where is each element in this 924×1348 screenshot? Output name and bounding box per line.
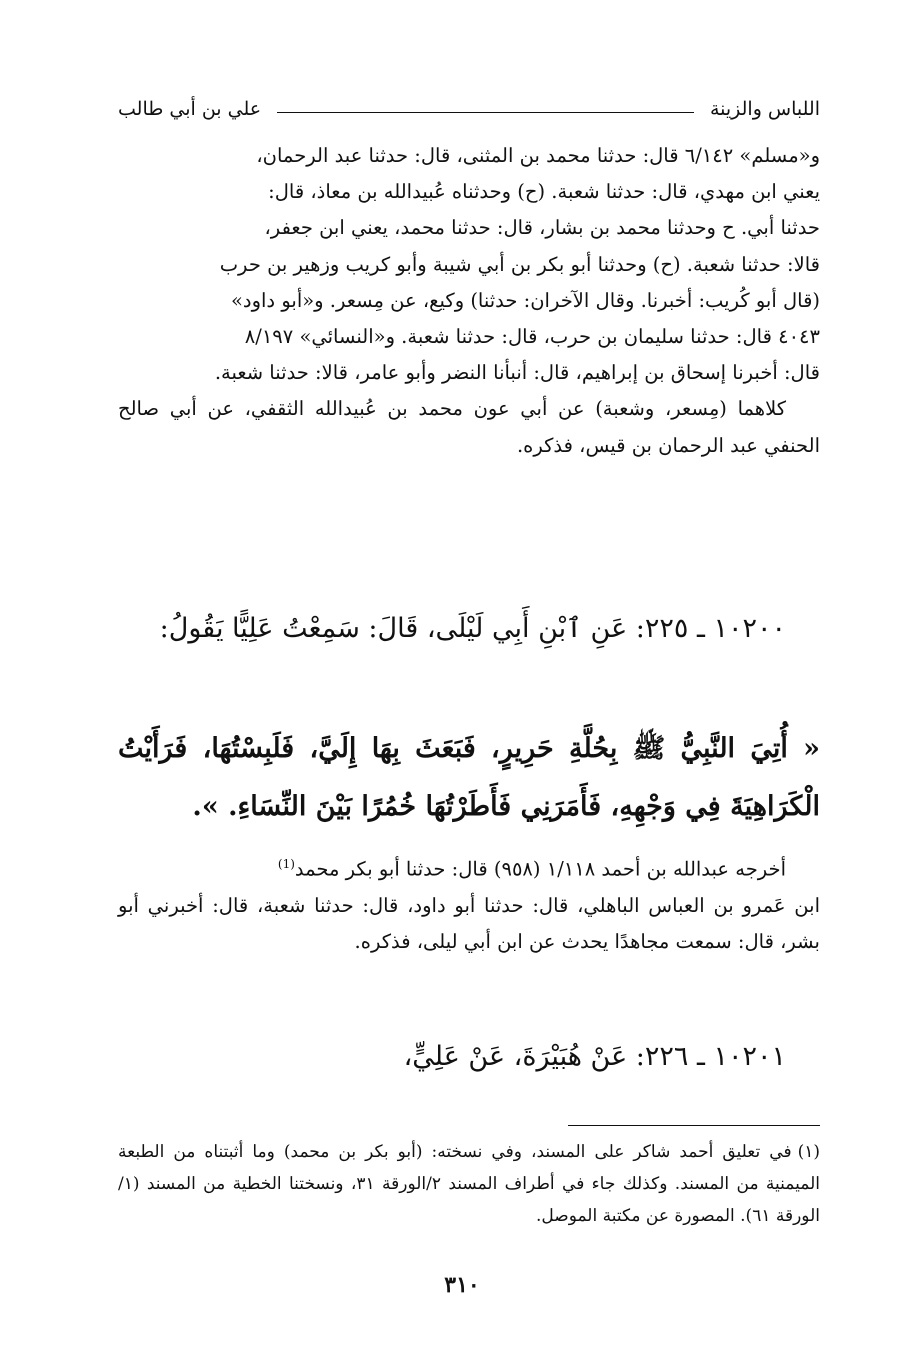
takhrij-first-line bbox=[118, 846, 820, 888]
header-book-title: علي بن أبي طالب bbox=[118, 98, 262, 120]
footnote-block bbox=[118, 1136, 820, 1232]
takhrij-block bbox=[118, 846, 820, 960]
source-line: و«مسلم» ٦/١٤٢ قال: حدثنا محمد بن المثنى، قال: حدثنا عبد الرحمان، bbox=[256, 144, 820, 167]
page-number: ٣١٠ bbox=[444, 1272, 480, 1298]
source-line: ٤٠٤٣ قال: حدثنا سليمان بن حرب، قال: حدثنا شعبة. و«النسائي» ٨/١٩٧ bbox=[244, 325, 820, 349]
sources-summary: كلاهما (مِسعر، وشعبة) عن أبي عون محمد بن عُبيدالله الثقفي، عن أبي صالح الحنفي عبد الرحمان بن قيس، فذكره. bbox=[118, 397, 820, 457]
source-line: قال: أخبرنا إسحاق بن إبراهيم، قال: أنبأنا النضر وأبو عامر، قالا: حدثنا شعبة. bbox=[214, 361, 820, 385]
footnote-number: (١) bbox=[797, 1142, 820, 1162]
hadith-heading-10201: ١٠٢٠١ ـ ٢٢٦: عَنْ هُبَيْرَةَ، عَنْ عَلِيٍّ، bbox=[403, 1041, 786, 1072]
takhrij-rest: ابن عَمرو بن العباس الباهلي، قال: حدثنا أبو داود، قال: حدثنا شعبة، قال: أخبرني أبو بشر، قال: سمعت مجاهدًا يحدث عن ابن أبي ليلى، فذكره. bbox=[118, 893, 820, 953]
hadith-heading-10200: ١٠٢٠٠ ـ ٢٢٥: عَنِ ٱبْنِ أَبِي لَيْلَى، قَالَ: سَمِعْتُ عَلِيًّا يَقُولُ: bbox=[159, 613, 786, 644]
footnote-text: في تعليق أحمد شاكر على المسند، وفي نسخته: (أبو بكر بن محمد) وما أثبتناه من الطبعة الميمنية من المسند. وكذلك جاء في أطراف المسند ٢/الورقة ٣١، ونسختنا الخطية من المسند (١/ الورقة ٦١). المصورة عن مكتبة الموصل. bbox=[118, 1142, 820, 1226]
sources-block bbox=[118, 138, 820, 464]
source-line: يعني ابن مهدي، قال: حدثنا شعبة. (ح) وحدثناه عُبيدالله بن معاذ، قال: bbox=[268, 180, 820, 204]
header-rule bbox=[277, 112, 694, 113]
source-line: حدثنا أبي. ح وحدثنا محمد بن بشار، قال: حدثنا محمد، يعني ابن جعفر، bbox=[264, 216, 820, 240]
running-header bbox=[118, 94, 820, 124]
footnote-separator bbox=[568, 1125, 820, 1126]
source-line: (قال أبو كُريب: أخبرنا. وقال الآخران: حدثنا) وكيع، عن مِسعر. و«أبو داود» bbox=[230, 288, 820, 312]
takhrij-text: أخرجه عبدالله بن أحمد ١/١١٨ (٩٥٨) قال: حدثنا أبو بكر محمد bbox=[294, 857, 786, 881]
hadith-text-10200: « أُتِيَ النَّبِيُّ ﷺ بِحُلَّةِ حَرِيرٍ، فَبَعَثَ بِهَا إِلَيَّ، فَلَبِسْتُهَا، فَرَأَيْتُ الْكَرَاهِيَةَ فِي وَجْهِهِ، فَأَمَرَنِي فَأَطَرْتُهَا خُمُرًا بَيْنَ النِّسَاءِ. ». bbox=[118, 733, 820, 822]
source-line: قالا: حدثنا شعبة. (ح) وحدثنا أبو بكر بن أبي شيبة وأبو كريب وزهير بن حرب bbox=[219, 252, 820, 276]
header-section-title: اللباس والزينة bbox=[709, 98, 820, 120]
footnote-reference[interactable]: (1) bbox=[277, 857, 295, 871]
